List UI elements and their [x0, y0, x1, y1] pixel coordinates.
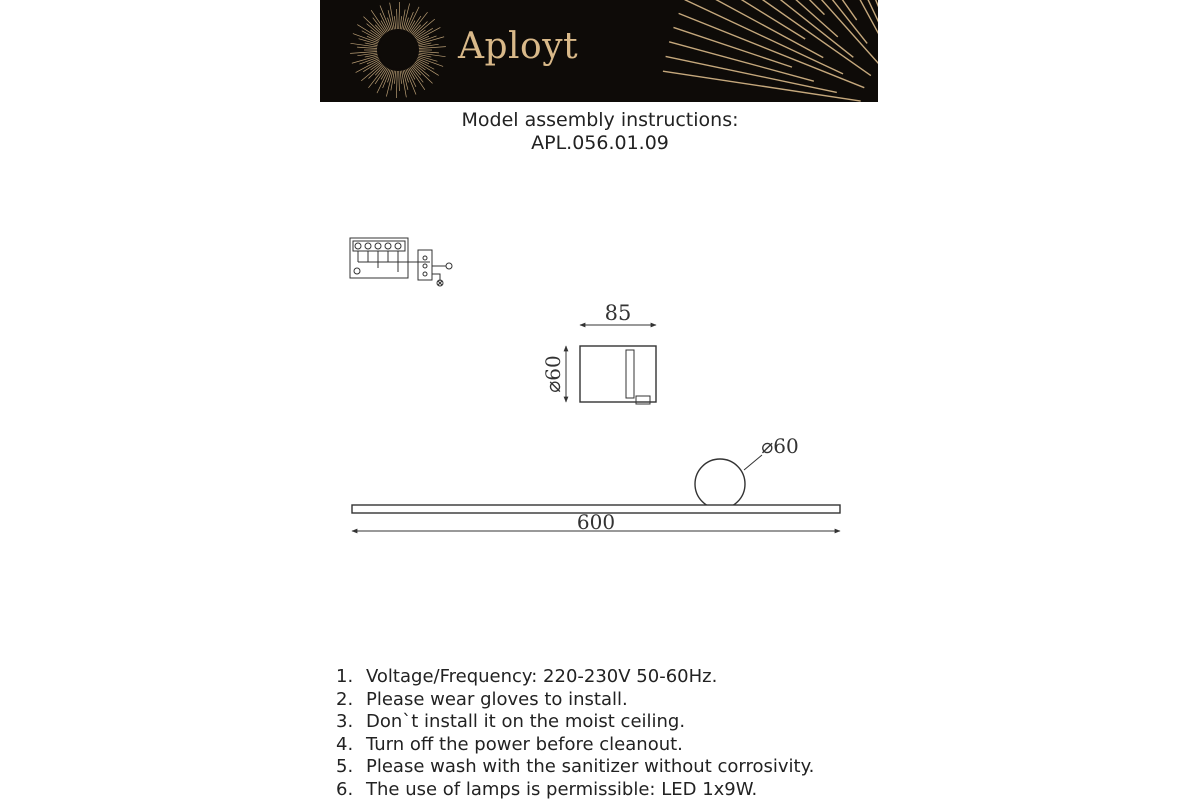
length-dimension-label: 600 — [577, 510, 615, 534]
top-view — [566, 325, 656, 404]
list-item: 5. Please wash with the sanitizer without corrosivity. — [336, 756, 814, 779]
sphere-diameter-label: ⌀60 — [761, 434, 799, 458]
notes-list — [336, 666, 814, 801]
list-item: 3. Don`t install it on the moist ceiling. — [336, 711, 814, 734]
width-dimension-label: 85 — [605, 301, 632, 325]
list-item: 1. Voltage/Frequency: 220-230V 50-60Hz. — [336, 666, 814, 689]
page-title: Model assembly instructions: — [0, 109, 1200, 131]
wiring-diagram — [350, 238, 452, 286]
list-item: 6. The use of lamps is permissible: LED 1x9W. — [336, 779, 814, 801]
brand-name: Aployt — [458, 26, 578, 67]
model-number: APL.056.01.09 — [0, 132, 1200, 154]
list-item: 2. Please wear gloves to install. — [336, 689, 814, 712]
list-item: 4. Turn off the power before cleanout. — [336, 734, 814, 757]
diameter-dimension-label: ⌀60 — [541, 355, 565, 393]
